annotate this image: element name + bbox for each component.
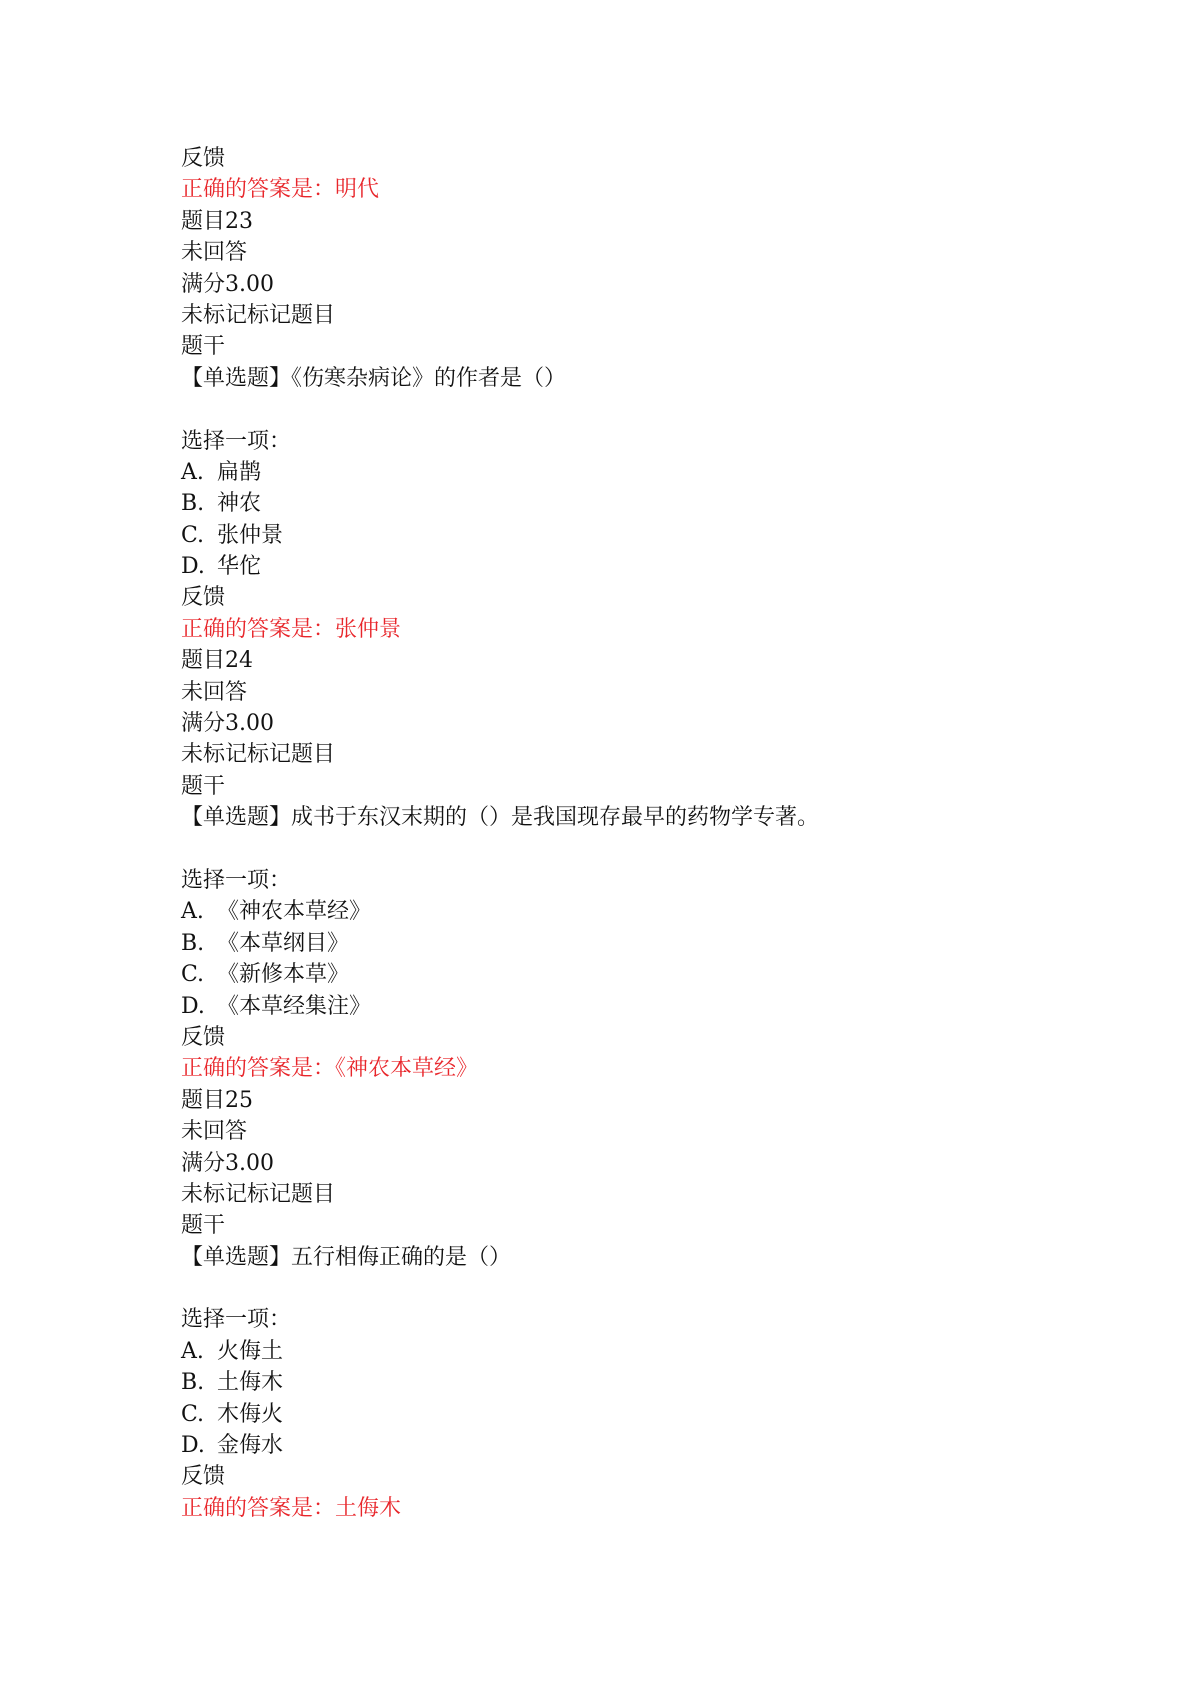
option-letter: C. bbox=[181, 522, 205, 548]
question-score: 满分3.00 bbox=[181, 271, 274, 297]
option-text: 木侮火 bbox=[217, 1401, 284, 1427]
option-letter: D. bbox=[181, 993, 205, 1019]
question-block bbox=[181, 206, 1081, 645]
correct-answer: 正确的答案是：土侮木 bbox=[181, 1495, 402, 1521]
feedback-label: 反馈 bbox=[181, 1464, 226, 1490]
question-status: 未回答 bbox=[181, 1119, 248, 1145]
option-letter: B. bbox=[181, 1370, 205, 1396]
question-text: 【单选题】《伤寒杂病论》的作者是（） bbox=[181, 365, 567, 391]
option-letter: C. bbox=[181, 962, 205, 988]
option-d bbox=[181, 551, 1081, 582]
option-text: 火侮土 bbox=[217, 1338, 284, 1364]
option-b bbox=[181, 928, 1081, 959]
question-status: 未回答 bbox=[181, 240, 248, 266]
choose-one-label: 选择一项： bbox=[181, 867, 292, 893]
question-block bbox=[181, 645, 1081, 1084]
option-a bbox=[181, 896, 1081, 927]
option-letter: C. bbox=[181, 1401, 205, 1427]
option-a bbox=[181, 1336, 1081, 1367]
question-score: 满分3.00 bbox=[181, 1150, 274, 1176]
option-text: 《神农本草经》 bbox=[217, 899, 372, 925]
option-b bbox=[181, 488, 1081, 519]
option-text: 《本草纲目》 bbox=[217, 930, 350, 956]
option-d bbox=[181, 991, 1081, 1022]
option-text: 神农 bbox=[217, 491, 262, 517]
spacer bbox=[181, 1273, 1081, 1304]
choose-one-label: 选择一项： bbox=[181, 1307, 292, 1333]
option-text: 土侮木 bbox=[217, 1370, 284, 1396]
option-c bbox=[181, 959, 1081, 990]
question-status: 未回答 bbox=[181, 679, 248, 705]
option-letter: A. bbox=[181, 459, 204, 485]
question-text: 【单选题】五行相侮正确的是（） bbox=[181, 1244, 512, 1270]
spacer bbox=[181, 394, 1081, 425]
question-stem-label: 题干 bbox=[181, 1213, 226, 1239]
option-b bbox=[181, 1367, 1081, 1398]
feedback-label: 反馈 bbox=[181, 585, 226, 611]
question-text: 【单选题】成书于东汉末期的（）是我国现存最早的药物学专著。 bbox=[181, 805, 820, 831]
choose-one-label: 选择一项： bbox=[181, 428, 292, 454]
question-stem-label: 题干 bbox=[181, 334, 226, 360]
question-block bbox=[181, 1085, 1081, 1524]
document-page bbox=[181, 143, 1081, 1524]
option-text: 《本草经集注》 bbox=[217, 993, 372, 1019]
spacer bbox=[181, 834, 1081, 865]
question-number: 题目23 bbox=[181, 208, 253, 234]
option-letter: B. bbox=[181, 491, 205, 517]
option-text: 扁鹊 bbox=[217, 459, 262, 485]
option-letter: D. bbox=[181, 1433, 205, 1459]
feedback-label: 反馈 bbox=[181, 1024, 226, 1050]
flag-question-label: 未标记标记题目 bbox=[181, 742, 336, 768]
flag-question-label: 未标记标记题目 bbox=[181, 1181, 336, 1207]
question-stem-label: 题干 bbox=[181, 773, 226, 799]
question-score: 满分3.00 bbox=[181, 711, 274, 737]
option-text: 金侮水 bbox=[217, 1433, 284, 1459]
question-number: 题目25 bbox=[181, 1087, 253, 1113]
option-c bbox=[181, 1399, 1081, 1430]
option-c bbox=[181, 520, 1081, 551]
correct-answer: 正确的答案是：明代 bbox=[181, 177, 380, 203]
feedback-label: 反馈 bbox=[181, 146, 226, 171]
option-text: 华佗 bbox=[217, 554, 262, 580]
correct-answer: 正确的答案是：《神农本草经》 bbox=[181, 1056, 479, 1082]
option-letter: B. bbox=[181, 930, 205, 956]
option-letter: D. bbox=[181, 554, 205, 580]
flag-question-label: 未标记标记题目 bbox=[181, 302, 336, 328]
option-a bbox=[181, 457, 1081, 488]
option-letter: A. bbox=[181, 1338, 204, 1364]
option-letter: A. bbox=[181, 899, 204, 925]
correct-answer: 正确的答案是：张仲景 bbox=[181, 616, 402, 642]
option-d bbox=[181, 1430, 1081, 1461]
option-text: 《新修本草》 bbox=[217, 962, 350, 988]
question-number: 题目24 bbox=[181, 648, 253, 674]
option-text: 张仲景 bbox=[217, 522, 284, 548]
